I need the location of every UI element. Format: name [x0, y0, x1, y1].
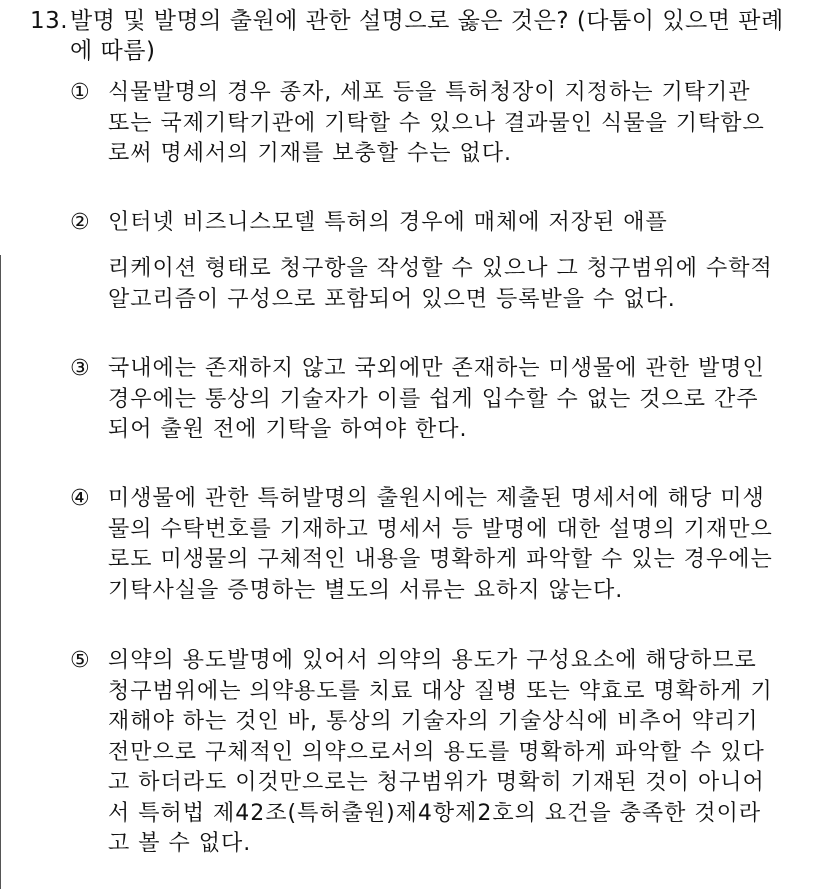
option-marker: ④: [70, 486, 91, 511]
option-text-part1: 인터넷 비즈니스모델 특허의 경우에 매체에 저장된 애플: [108, 210, 668, 235]
option-2[interactable]: [70, 208, 775, 239]
option-2-continued: [70, 254, 775, 315]
option-marker: ②: [70, 210, 91, 235]
option-3[interactable]: [70, 354, 775, 446]
option-text: 미생물에 관한 특허발명의 출원시에는 제출된 명세서에 해당 미생물의 수탁번호를 기재하고 명세서 등 발명에 대한 설명의 기재만으로도 미생물의 구체적인 내용을 명확하게 파악할 수 있는 경우에는 기탁사실을 증명하는 별도의 서류는 요하지 않는다.: [108, 486, 773, 603]
option-marker: ①: [70, 80, 91, 105]
option-text: 의약의 용도발명에 있어서 의약의 용도가 구성요소에 해당하므로 청구범위에는 의약용도를 치료 대상 질병 또는 약효로 명확하게 기재해야 하는 것인 바, 통상의 기술자의 기술상식에 비추어 약리기전만으로 구체적인 의약으로서의 용도를 명확하게 파악할 수 있다고 하더라도 이것만으로는 청구범위가 명확히 기재된 것이 아니어서 특허법 제42조(특허출원)제4항제2호의 요건을 충족한 것이라고 볼 수 없다.: [108, 648, 773, 856]
page-edge-line: [0, 255, 1, 889]
question-block: [30, 6, 810, 66]
option-1[interactable]: [70, 78, 775, 170]
option-text-part2: 리케이션 형태로 청구항을 작성할 수 있으나 그 청구범위에 수학적 알고리즘이 구성으로 포함되어 있으면 등록받을 수 없다.: [108, 256, 773, 312]
question-stem: 발명 및 발명의 출원에 관한 설명으로 옳은 것은? (다툼이 있으면 판례에 따름): [70, 8, 784, 64]
question-number: 13.: [30, 8, 69, 34]
option-4[interactable]: [70, 484, 775, 606]
option-text: 국내에는 존재하지 않고 국외에만 존재하는 미생물에 관한 발명인 경우에는 통상의 기술자가 이를 쉽게 입수할 수 없는 것으로 간주되어 출원 전에 기탁을 하여야 한다.: [108, 356, 765, 442]
option-marker: ⑤: [70, 648, 91, 673]
option-5[interactable]: [70, 646, 775, 860]
option-text: 식물발명의 경우 종자, 세포 등을 특허청장이 지정하는 기탁기관 또는 국제기탁기관에 기탁할 수 있으나 결과물인 식물을 기탁함으로써 명세서의 기재를 보충할 수는 없다.: [108, 80, 765, 166]
option-marker: ③: [70, 356, 91, 381]
